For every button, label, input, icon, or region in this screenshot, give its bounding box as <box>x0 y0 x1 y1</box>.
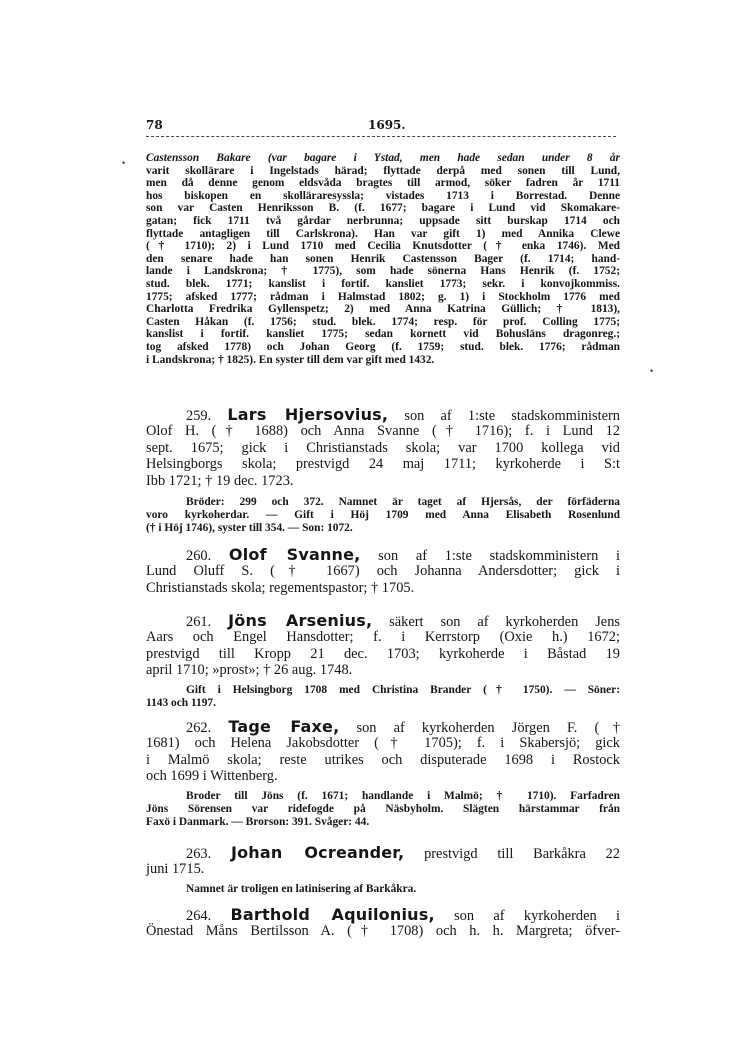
note-line: lande i Landskrona; † 1775), som hade sönerna Hans Henrik (f. 1752; <box>146 265 620 278</box>
entry-first-line <box>146 547 620 563</box>
note-line: men då denne genom eldsvåda bragtes till armod, söker fadren år 1711 <box>146 177 620 190</box>
entry-262 <box>146 719 620 785</box>
entry-line: i Malmö skola; reste utrikes och disputerade 1698 i Rostock <box>146 751 620 768</box>
entry-first-line <box>146 907 620 923</box>
entry-262-notes <box>146 790 620 830</box>
note-line: den senare hade han sonen Henrik Castensson Bager (f. 1714; hand- <box>146 252 620 265</box>
entry-line: april 1710; »prost»; † 26 aug. 1748. <box>146 662 353 679</box>
entry-line: Olof H. († 1688) och Anna Svanne († 1716); f. i Lund 12 <box>146 423 620 440</box>
year-heading: 1695. <box>368 118 406 132</box>
note-line: Charlotta Fredrika Gyllenspetz; 2) med Anna Katrina Güllich; † 1813), <box>146 303 620 316</box>
entry-line: Önestad Måns Bertilsson A. († 1708) och h. h. Margreta; öfver- <box>146 923 620 940</box>
entry-text: son af kyrkoherden Jörgen F. († <box>339 720 620 736</box>
note-line: Bröder: 299 och 372. Namnet är taget af Hjersås, der förfäderna <box>186 496 620 508</box>
entry-name: Barthold Aquilonius, <box>230 905 435 924</box>
note-line: 1143 och 1197. <box>146 697 216 710</box>
note-line: hos biskopen en skollärаresyssla; vistades 1713 i Borrestad. Denne <box>146 189 620 202</box>
entry-line: Helsingborgs skola; prestvigd 24 maj 1711; kyrkoherde i S:t <box>146 456 620 473</box>
entry-first-line <box>146 613 620 629</box>
entry-name: Lars Hjersovius, <box>227 405 389 424</box>
note-line: Broder till Jöns (f. 1671; handlande i Malmö; † 1710). Farfadren <box>186 790 620 802</box>
header-rule <box>146 136 616 137</box>
entry-259-notes <box>146 496 620 536</box>
note-line: Namnet är troligen en latinisering af Barkåkra. <box>186 883 417 895</box>
note-line: stud. blek. 1771; kanslist i fortif. kansliet 1773; sekr. i konvojkommiss. <box>146 277 620 290</box>
running-head <box>146 118 616 134</box>
entry-text: säkert son af kyrkoherden Jens <box>372 614 620 630</box>
entry-line: Ibb 1721; † 19 dec. 1723. <box>146 472 294 489</box>
note-line: Faxö i Danmark. — Brorson: 391. Svåger: 44. <box>146 816 370 829</box>
entry-number: 263. <box>186 846 212 862</box>
margin-mark: • <box>650 366 654 376</box>
entry-number: 260. <box>186 548 212 564</box>
entry-number: 262. <box>186 720 212 736</box>
entry-name: Jöns Arsenius, <box>228 611 373 630</box>
entry-number: 261. <box>186 614 212 630</box>
note-line: gatan; fick 1711 två gårdar nerbrunna; uppsade sitt burskap 1714 och <box>146 214 620 227</box>
note-line: Gift i Helsingborg 1708 med Christina Brander († 1750). — Söner: <box>186 684 620 696</box>
entry-text: son af 1:ste stadskomministern i <box>360 548 620 564</box>
entry-263-notes <box>146 883 620 896</box>
note-line: varit skollärare i Ingelstads härad; flyttade derpå med sonen till Lund, <box>146 164 620 177</box>
entry-line: och 1699 i Wittenberg. <box>146 768 278 785</box>
entry-line: juni 1715. <box>146 861 205 878</box>
entry-259 <box>146 407 620 489</box>
note-line: Casten Håkan (f. 1756; stud. blek. 1774; resp. för prof. Colling 1775; <box>146 315 620 328</box>
entry-first-line <box>146 719 620 735</box>
entry-name: Olof Svanne, <box>228 545 361 564</box>
entry-number: 264. <box>186 908 212 924</box>
entry-text: son af 1:ste stadskomministern <box>388 408 620 424</box>
entry-first-line <box>146 845 620 861</box>
note-line: voro kyrkoherdar. — Gift i Höj 1709 med Anna Elisabeth Rosenlund <box>146 509 620 522</box>
note-line: kanslist i fortif. kansliet 1775; sedan kornett vid Bohusläns dragonreg.; <box>146 328 620 341</box>
entry-line: prestvigd till Kropp 21 dec. 1703; kyrkoherde i Båstad 19 <box>146 645 620 662</box>
entry-264 <box>146 907 620 940</box>
entry-260 <box>146 547 620 596</box>
entry-text: prestvigd till Barkåkra 22 <box>404 846 620 862</box>
page-number: 78 <box>146 118 163 132</box>
entry-line: sept. 1675; gick i Christianstads skola; var 1700 kollega vid <box>146 439 620 456</box>
note-line: 1775; afsked 1777; rådman i Halmstad 1802; g. 1) i Stockholm 1776 med <box>146 290 620 303</box>
entry-263 <box>146 845 620 878</box>
entry-text: son af kyrkoherden i <box>434 908 620 924</box>
entry-line: Lund Oluff S. († 1667) och Johanna Andersdotter; gick i <box>146 563 620 580</box>
note-line: Jöns Sörensen var ridefogde på Näsbyholm. Slägten härstammar från <box>146 803 620 816</box>
entry-name: Tage Faxe, <box>228 717 340 736</box>
note-line: flyttade antagligen till Carlskrona). Han var gift 1) med Annika Clewe <box>146 227 620 240</box>
note-line: i Landskrona; † 1825). En syster till dem var gift med 1432. <box>146 353 435 366</box>
note-line: († i Höj 1746), syster till 354. — Son: 1072. <box>146 522 353 535</box>
entry-261-notes <box>146 684 620 710</box>
entry-first-line <box>146 407 620 423</box>
entry-261 <box>146 613 620 679</box>
entry-line: Christianstads skola; regementspastor; † 1705. <box>146 579 415 596</box>
entry-name: Johan Ocreander, <box>230 843 405 862</box>
note-line: tog afsked 1778) och Johan Georg (f. 1759; stud. blek. 1776; rådman <box>146 340 620 353</box>
entry-line: 1681) och Helena Jakobsdotter († 1705); f. i Skabersjö; gick <box>146 735 620 752</box>
note-line: († 1710); 2) i Lund 1710 med Cecilia Knutsdotter († enka 1746). Med <box>146 240 620 253</box>
note-line: Castensson Bakare (var bagare i Ystad, men hade sedan under 8 år <box>146 152 620 164</box>
margin-mark: • <box>122 158 126 168</box>
intro-note <box>146 152 620 366</box>
entry-line: Aars och Engel Hansdotter; f. i Kerrstorp (Oxie h.) 1672; <box>146 629 620 646</box>
entry-number: 259. <box>186 408 212 424</box>
note-line: son var Casten Henriksson B. (f. 1677; bagare i Lund vid Skomakare- <box>146 202 620 215</box>
